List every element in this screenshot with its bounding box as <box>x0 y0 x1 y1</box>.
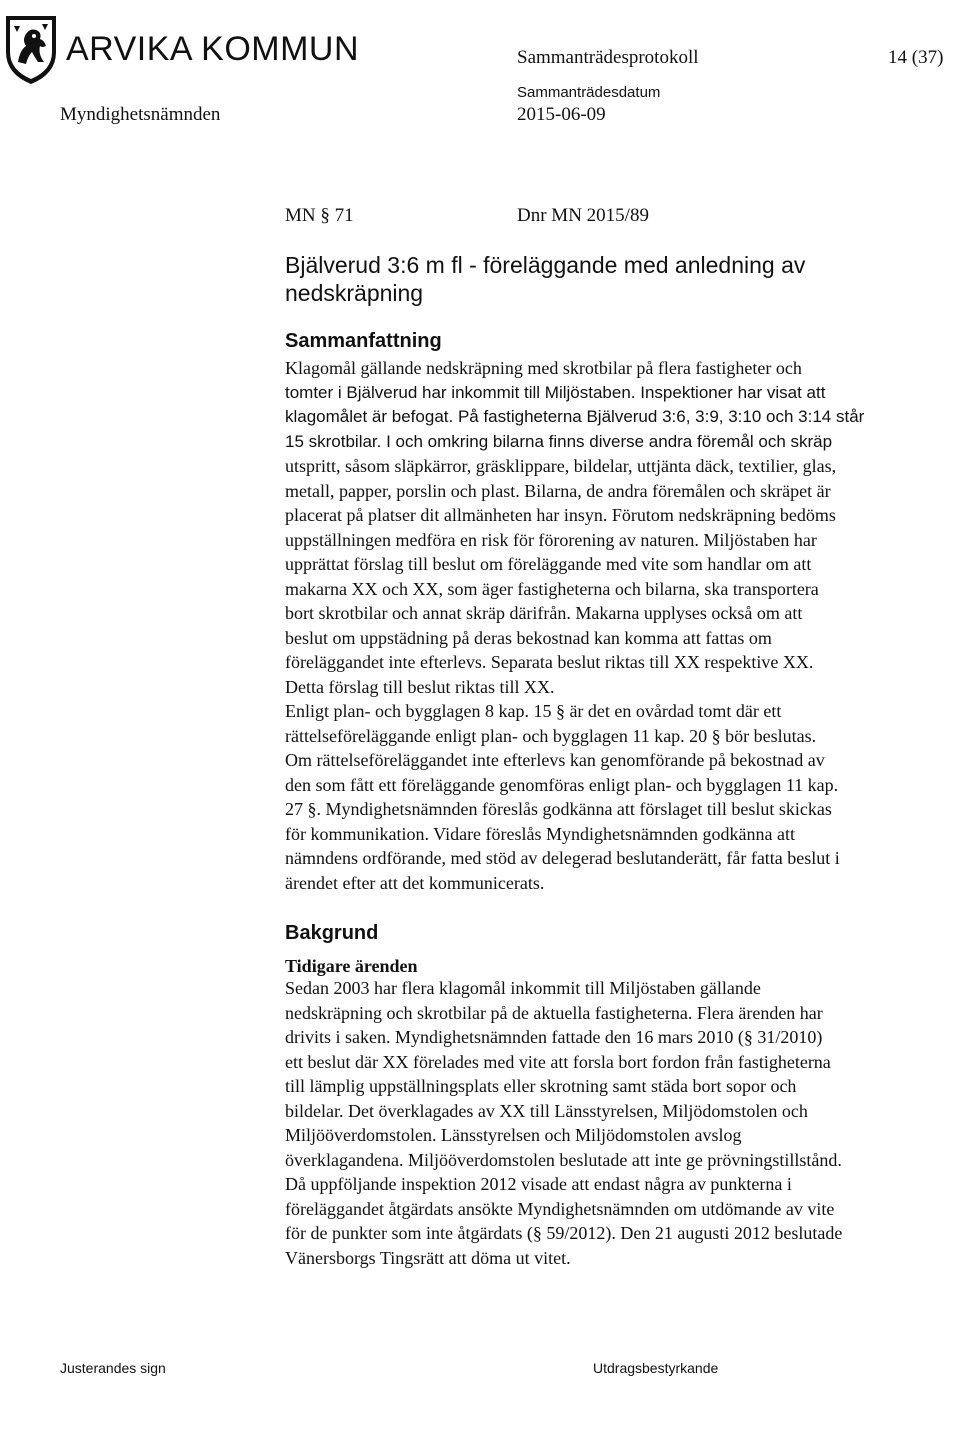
case-title <box>285 251 925 307</box>
text-line: beslut om uppstädning på deras bekostnad kan komma att fattas om <box>285 627 772 648</box>
text-line: bort skrotbilar och annat skräp därifrån. Makarna upplyses också om att <box>285 603 803 623</box>
meeting-date: 2015-06-09 <box>517 104 606 125</box>
text-line: bildelar. Det överklagades av XX till Länsstyrelsen, Miljödomstolen och <box>285 1100 808 1121</box>
text-line: föreläggandet inte efterlevs. Separata beslut riktas till XX respektive XX. <box>285 652 814 672</box>
text-line: till lämplig uppställningsplats eller skrotning samt städa bort sopor och <box>285 1076 797 1096</box>
registration-number: Dnr MN 2015/89 <box>517 205 649 226</box>
text-line: Miljööverdomstolen. Länsstyrelsen och Miljödomstolen avslog <box>285 1125 742 1145</box>
case-title-line: nedskräpning <box>285 280 424 306</box>
text-line: utspritt, såsom släpkärror, gräsklippare, bildelar, uttjänta däck, textilier, glas, <box>285 456 837 476</box>
case-number: MN § 71 <box>285 205 354 226</box>
municipality-name: ARVIKA KOMMUN <box>66 30 360 68</box>
signature-label: Justerandes sign <box>60 1360 166 1376</box>
text-line: föreläggandet åtgärdats ansökte Myndighetsnämnden om utdömande av vite <box>285 1198 835 1219</box>
text-line: nämndens ordförande, med stöd av delegerad beslutanderätt, får fatta beslut i <box>285 848 840 868</box>
background-heading: Bakgrund <box>285 922 379 944</box>
text-line: makarna XX och XX, som äger fastigheterna och bilarna, ska transportera <box>285 578 819 599</box>
text-line: Detta förslag till beslut riktas till XX. <box>285 676 555 697</box>
text-line: ärendet efter att det kommunicerats. <box>285 872 545 893</box>
document-type: Sammanträdesprotokoll <box>517 47 699 68</box>
committee-name: Myndighetsnämnden <box>60 104 221 125</box>
text-line: upprättat förslag till beslut om föreläggande med vite som handlar om att <box>285 554 812 574</box>
text-line: Om rättelseföreläggandet inte efterlevs kan genomförande på bekostnad av <box>285 750 825 770</box>
text-line: 27 §. Myndighetsnämnden föreslås godkänna att förslaget till beslut skickas <box>285 799 832 819</box>
meeting-date-label: Sammanträdesdatum <box>517 84 661 101</box>
text-line: rättelseföreläggande enligt plan- och bygglagen 11 kap. 20 § bör beslutas. <box>285 725 817 746</box>
text-line: Vänersborgs Tingsrätt att döma ut vitet. <box>285 1247 571 1268</box>
text-line: tomter i Bjälverud har inkommit till Miljöstaben. Inspektioner har visat att <box>285 382 826 402</box>
text-line: metall, papper, porslin och plast. Bilarna, de andra föremålen och skräpet är <box>285 480 831 501</box>
certification-label: Utdragsbestyrkande <box>593 1360 719 1376</box>
text-line: klagomålet är befogat. På fastigheterna Bjälverud 3:6, 3:9, 3:10 och 3:14 står <box>285 407 865 426</box>
page-number: 14 (37) <box>888 47 944 68</box>
background-text <box>285 976 955 1270</box>
text-line: drivits i saken. Myndighetsnämnden fattade den 16 mars 2010 (§ 31/2010) <box>285 1027 823 1047</box>
text-line: för kommunikation. Vidare föreslås Myndighetsnämnden godkänna att <box>285 823 795 844</box>
previous-cases-subheading: Tidigare ärenden <box>285 956 418 976</box>
text-line: uppställningen medföra en risk för förorening av naturen. Miljöstaben har <box>285 529 817 550</box>
coat-of-arms-icon <box>0 12 62 86</box>
summary-heading: Sammanfattning <box>285 330 442 352</box>
text-line: Klagomål gällande nedskräpning med skrotbilar på flera fastigheter och <box>285 358 802 378</box>
text-line: 15 skrotbilar. I och omkring bilarna finns diverse andra föremål och skräp <box>285 431 833 451</box>
text-line: Enligt plan- och bygglagen 8 kap. 15 § är det en ovårdad tomt där ett <box>285 701 782 721</box>
text-line: överklagandena. Miljööverdomstolen beslutade att inte ge prövningstillstånd. <box>285 1149 842 1170</box>
text-line: Sedan 2003 har flera klagomål inkommit till Miljöstaben gällande <box>285 978 761 998</box>
text-line: för de punkter som inte åtgärdats (§ 59/2012). Den 21 augusti 2012 beslutade <box>285 1223 843 1243</box>
text-line: placerat på platser dit allmänheten har insyn. Förutom nedskräpning bedöms <box>285 505 836 525</box>
text-line: Då uppföljande inspektion 2012 visade att endast några av punkterna i <box>285 1174 792 1194</box>
case-title-line: Bjälverud 3:6 m fl - föreläggande med anledning av <box>285 252 806 278</box>
text-line: nedskräpning och skrotbilar på de aktuella fastigheterna. Flera ärenden har <box>285 1002 823 1023</box>
text-line: den som fått ett föreläggande genomföras enligt plan- och bygglagen 11 kap. <box>285 774 839 795</box>
text-line: ett beslut där XX förelades med vite att forsla bort fordon från fastigheterna <box>285 1051 831 1072</box>
summary-text <box>285 356 955 895</box>
